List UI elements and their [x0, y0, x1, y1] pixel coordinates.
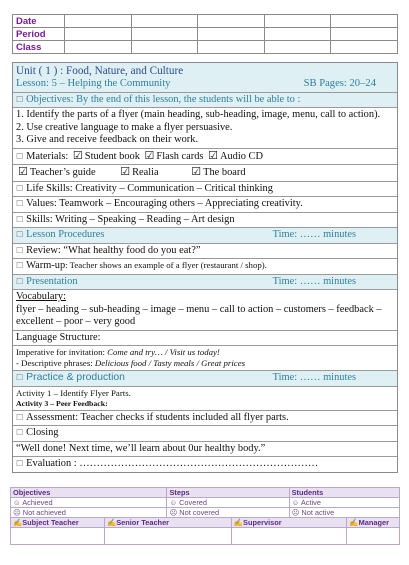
checkbox-icon: ☐ [16, 459, 24, 468]
period-cell-3 [198, 28, 265, 41]
senior-teacher-signature [105, 528, 232, 545]
closing-label: Closing [26, 427, 59, 438]
objectives-list [13, 108, 397, 149]
covered-option: ☺ Covered [167, 498, 289, 508]
activity-3: Activity 3 – Peer Feedback: [16, 398, 108, 408]
checkbox-icon: ☐ [16, 245, 24, 255]
active-option: ☺ Active [289, 498, 399, 508]
not-achieved-option: ☹ Not achieved [11, 508, 167, 518]
objectives-heading-row [13, 93, 397, 109]
material-board: The board [203, 167, 246, 178]
class-cell-2 [131, 41, 198, 54]
checked-box-icon: ☑ [208, 149, 218, 162]
procedures-heading: Lesson Procedures [26, 229, 105, 240]
checked-box-icon: ☑ [144, 149, 155, 162]
activities-block [13, 387, 397, 411]
period-label: Period [13, 28, 65, 41]
date-row [13, 15, 398, 28]
date-cell-5 [331, 15, 398, 28]
materials-row-2 [13, 165, 397, 182]
students-col: Students [289, 488, 399, 498]
warmup-text: : Teacher shows an example of a flyer (restaurant / shop). [65, 260, 267, 270]
evaluation-text: Evaluation : …………………………………………………………… [26, 458, 319, 469]
checkbox-icon: ☐ [16, 94, 24, 104]
checkbox-icon: ☐ [16, 230, 24, 239]
presentation-time: Time: …… minutes [272, 275, 356, 287]
objectives-col: Objectives [11, 488, 167, 498]
class-cell-1 [65, 41, 132, 54]
structure-1-label: Imperative for invitation: [16, 347, 108, 357]
structure-2-example: Delicious food / Tasty meals / Great prices [94, 358, 246, 368]
date-cell-1 [65, 15, 132, 28]
life-skills-row [13, 182, 397, 198]
values-label: Values [26, 198, 54, 209]
signature-row [11, 528, 400, 545]
unit-lesson-block [13, 63, 397, 93]
signature-heading-row [11, 518, 400, 528]
activity-1: Activity 1 – Identify Flyer Parts. [16, 387, 131, 398]
warmup-label: Warm-up [26, 260, 66, 271]
footer-positive-row [11, 498, 400, 508]
footer-table [10, 487, 400, 545]
structure-2-label: - Descriptive phrases: [16, 358, 95, 368]
class-row [13, 41, 398, 54]
review-row [13, 244, 397, 260]
structure-heading-row [13, 331, 397, 347]
skills-row [13, 213, 397, 229]
senior-teacher-label: ✍Senior Teacher [105, 518, 232, 528]
materials-row-1 [13, 149, 397, 166]
closing-quote-row [13, 442, 397, 458]
checkbox-icon: ☐ [16, 412, 24, 422]
date-label: Date [13, 15, 65, 28]
subject-teacher-signature [11, 528, 105, 545]
checked-box-icon: ☑ [72, 149, 83, 162]
objective-2: 2. Use creative language to make a flyer persuasive. [16, 121, 233, 133]
supervisor-label: ✍Supervisor [231, 518, 347, 528]
lesson-plan [12, 62, 398, 473]
objective-1: 1. Identify the parts of a flyer (main heading, sub-heading, image, menu, call to action). [16, 109, 381, 120]
practice-time: Time: …… minutes [272, 372, 356, 383]
period-cell-4 [264, 28, 331, 41]
closing-row [13, 426, 397, 442]
checkbox-icon: ☐ [16, 214, 24, 224]
practice-heading: Practice & production [26, 372, 125, 383]
class-label: Class [13, 41, 65, 54]
supervisor-signature [231, 528, 347, 545]
material-realia: Realia [132, 167, 159, 178]
presentation-heading: Presentation [26, 275, 78, 287]
period-row [13, 28, 398, 41]
values-text: : Teamwork – Encouraging others – Appreciating creativity. [53, 198, 303, 209]
period-cell-1 [65, 28, 132, 41]
warmup-row [13, 259, 397, 275]
closing-quote: “Well done! Next time, we’ll learn about 0ur healthy body.” [16, 442, 266, 454]
date-cell-2 [131, 15, 198, 28]
life-skills-label: Life Skills [26, 182, 70, 194]
class-cell-4 [264, 41, 331, 54]
lesson-title: Lesson: 5 – Helping the Community [16, 78, 171, 89]
values-row [13, 197, 397, 213]
class-cell-3 [198, 41, 265, 54]
skills-text: : Writing – Speaking – Reading – Art design [49, 213, 235, 225]
material-flash-cards: Flash cards [156, 150, 204, 162]
vocabulary-block [13, 290, 397, 331]
not-active-option: ☹ Not active [289, 508, 399, 518]
footer-heading-row [11, 488, 400, 498]
steps-col: Steps [167, 488, 289, 498]
assessment-row [13, 411, 397, 427]
checkbox-icon: ☐ [16, 373, 24, 382]
structure-examples [13, 346, 397, 371]
checkbox-icon: ☐ [16, 199, 24, 208]
checkbox-icon: ☐ [16, 183, 24, 193]
review-text: Review: “What healthy food do you eat?” [26, 244, 201, 256]
achieved-option: ☺ Achieved [11, 498, 167, 508]
procedures-time: Time: …… minutes [272, 229, 356, 240]
structure-line-1 [16, 347, 394, 358]
footer-negative-row [11, 508, 400, 518]
class-cell-5 [331, 41, 398, 54]
objectives-heading: Objectives: By the end of this lesson, the students will be able to : [26, 93, 301, 105]
manager-label: ✍Manager [347, 518, 400, 528]
objective-3: 3. Give and receive feedback on their work. [16, 134, 199, 145]
life-skills-text: : Creativity – Communication – Critical thinking [69, 182, 273, 194]
lesson-line [16, 78, 394, 91]
structure-heading: Language Structure: [16, 331, 101, 343]
not-covered-option: ☹ Not covered [167, 508, 289, 518]
checked-box-icon: ☑ [18, 166, 28, 178]
checked-box-icon: ☑ [191, 166, 202, 178]
manager-signature [347, 528, 400, 545]
assessment-text: Assessment: Teacher checks if students included all flyer parts. [26, 411, 289, 423]
date-cell-3 [198, 15, 265, 28]
material-student-book: Student book [84, 150, 140, 162]
unit-title: Unit ( 1 ) : Food, Nature, and Culture [16, 65, 184, 77]
header-table [12, 14, 398, 54]
checkbox-icon: ☐ [16, 428, 24, 437]
practice-row [13, 371, 397, 387]
subject-teacher-label: ✍Subject Teacher [11, 518, 105, 528]
date-cell-4 [264, 15, 331, 28]
checkbox-icon: ☐ [16, 276, 24, 286]
material-teachers-guide: Teacher’s guide [29, 167, 96, 178]
checkbox-icon: ☐ [16, 151, 24, 161]
vocabulary-list: flyer – heading – sub-heading – image – menu – call to action – customers – feedback – excellent – poor – very good [16, 303, 382, 327]
procedures-row [13, 228, 397, 244]
checkbox-icon: ☐ [16, 261, 24, 270]
sb-pages: SB Pages: 20–24 [303, 78, 376, 89]
presentation-row [13, 275, 397, 291]
period-cell-2 [131, 28, 198, 41]
structure-1-example: Come and try… / Visit us today! [107, 347, 220, 357]
materials-label: Materials: [26, 150, 69, 162]
period-cell-5 [331, 28, 398, 41]
checked-box-icon: ☑ [120, 166, 131, 178]
structure-line-2 [16, 358, 394, 369]
material-audio-cd: Audio CD [219, 150, 263, 162]
vocabulary-heading: Vocabulary: [16, 291, 67, 302]
evaluation-row [13, 457, 397, 472]
skills-label: Skills [26, 213, 50, 225]
